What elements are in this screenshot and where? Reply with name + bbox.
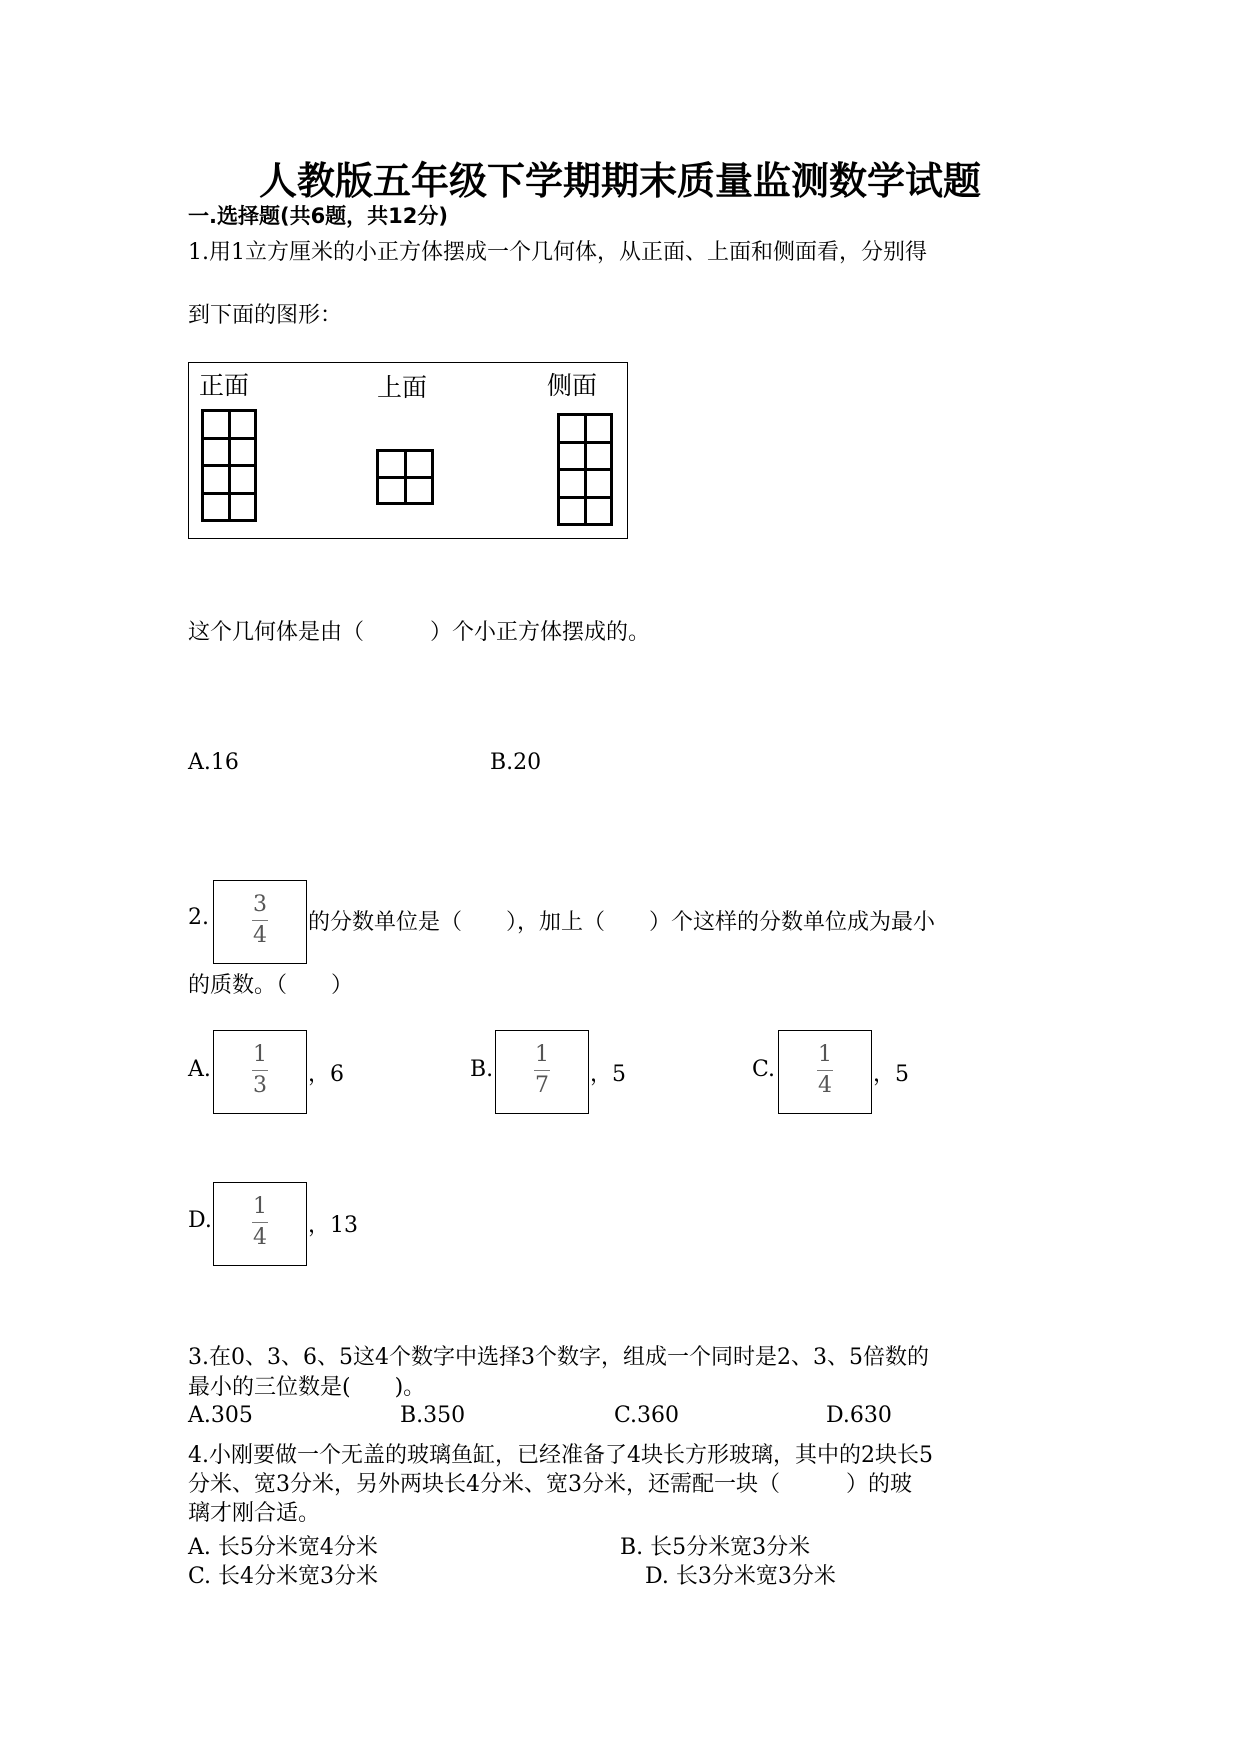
fraction-numerator: 3 [253, 892, 267, 917]
q2-option-a-label: A. [188, 1057, 211, 1082]
page-title: 人教版五年级下学期期末质量监测数学试题 [258, 159, 981, 203]
fraction-denominator: 4 [818, 1073, 832, 1098]
q4-option-d: D. 长3分米宽3分米 [645, 1564, 836, 1589]
q1-option-a: A.16 [188, 750, 239, 775]
q3-option-b: B.350 [400, 1403, 466, 1428]
q2-option-b-suffix: ，5 [590, 1062, 626, 1087]
front-view-grid [201, 409, 257, 522]
q2-option-b-label: B. [470, 1057, 494, 1082]
top-view-grid [376, 449, 434, 505]
fraction-numerator: 1 [253, 1194, 267, 1219]
front-view-label: 正面 [199, 371, 250, 400]
q4-option-b: B. 长5分米宽3分米 [620, 1535, 811, 1560]
top-view-label: 上面 [377, 373, 428, 402]
side-view-label: 侧面 [547, 371, 598, 400]
q2-option-d-suffix: ，13 [308, 1213, 358, 1238]
q1-line2: 到下面的图形： [188, 303, 343, 328]
q3-line1: 3.在0、3、6、5这4个数字中选择3个数字，组成一个同时是2、3、5倍数的 [188, 1345, 929, 1370]
q2-option-d-label: D. [188, 1208, 212, 1233]
q3-line2: 最小的三位数是( )。 [188, 1375, 426, 1400]
q2-text-line1: 的分数单位是（ ），加上（ ）个这样的分数单位成为最小 [308, 910, 936, 935]
q2-fraction-box [213, 880, 307, 964]
side-view-grid [557, 413, 613, 526]
q4-line3: 璃才刚合适。 [188, 1501, 321, 1526]
q3-option-d: D.630 [826, 1403, 892, 1428]
q2-option-a-fraction [213, 1030, 307, 1114]
fraction-denominator: 4 [253, 923, 267, 948]
q2-option-a-suffix: ，6 [308, 1062, 344, 1087]
q1-option-b: B.20 [490, 750, 542, 775]
q4-option-c: C. 长4分米宽3分米 [188, 1564, 379, 1589]
q2-option-c-suffix: ，5 [873, 1062, 909, 1087]
fraction-denominator: 3 [253, 1073, 267, 1098]
q2-option-c-fraction [778, 1030, 872, 1114]
q4-line1: 4.小刚要做一个无盖的玻璃鱼缸，已经准备了4块长方形玻璃，其中的2块长5 [188, 1443, 933, 1468]
q2-text-line2: 的质数。（ ） [188, 973, 354, 998]
q4-line2: 分米、宽3分米，另外两块长4分米、宽3分米，还需配一块（ ）的玻 [188, 1472, 912, 1497]
q2-number: 2. [188, 905, 209, 930]
fraction-numerator: 1 [253, 1042, 267, 1067]
fraction-numerator: 1 [818, 1042, 832, 1067]
three-view-figure [188, 362, 628, 539]
q4-option-a: A. 长5分米宽4分米 [188, 1535, 378, 1560]
q3-option-c: C.360 [614, 1403, 680, 1428]
q1-line1: 1.用1立方厘米的小正方体摆成一个几何体，从正面、上面和侧面看，分别得 [188, 240, 927, 265]
q2-option-d-fraction [213, 1182, 307, 1266]
section-heading: 一.选择题(共6题，共12分) [188, 204, 449, 228]
q1-question: 这个几何体是由（ ）个小正方体摆成的。 [188, 620, 651, 645]
q2-option-b-fraction [495, 1030, 589, 1114]
fraction-denominator: 7 [535, 1073, 549, 1098]
q3-option-a: A.305 [188, 1403, 253, 1428]
fraction-denominator: 4 [253, 1225, 267, 1250]
fraction-numerator: 1 [535, 1042, 549, 1067]
q2-option-c-label: C. [752, 1057, 776, 1082]
